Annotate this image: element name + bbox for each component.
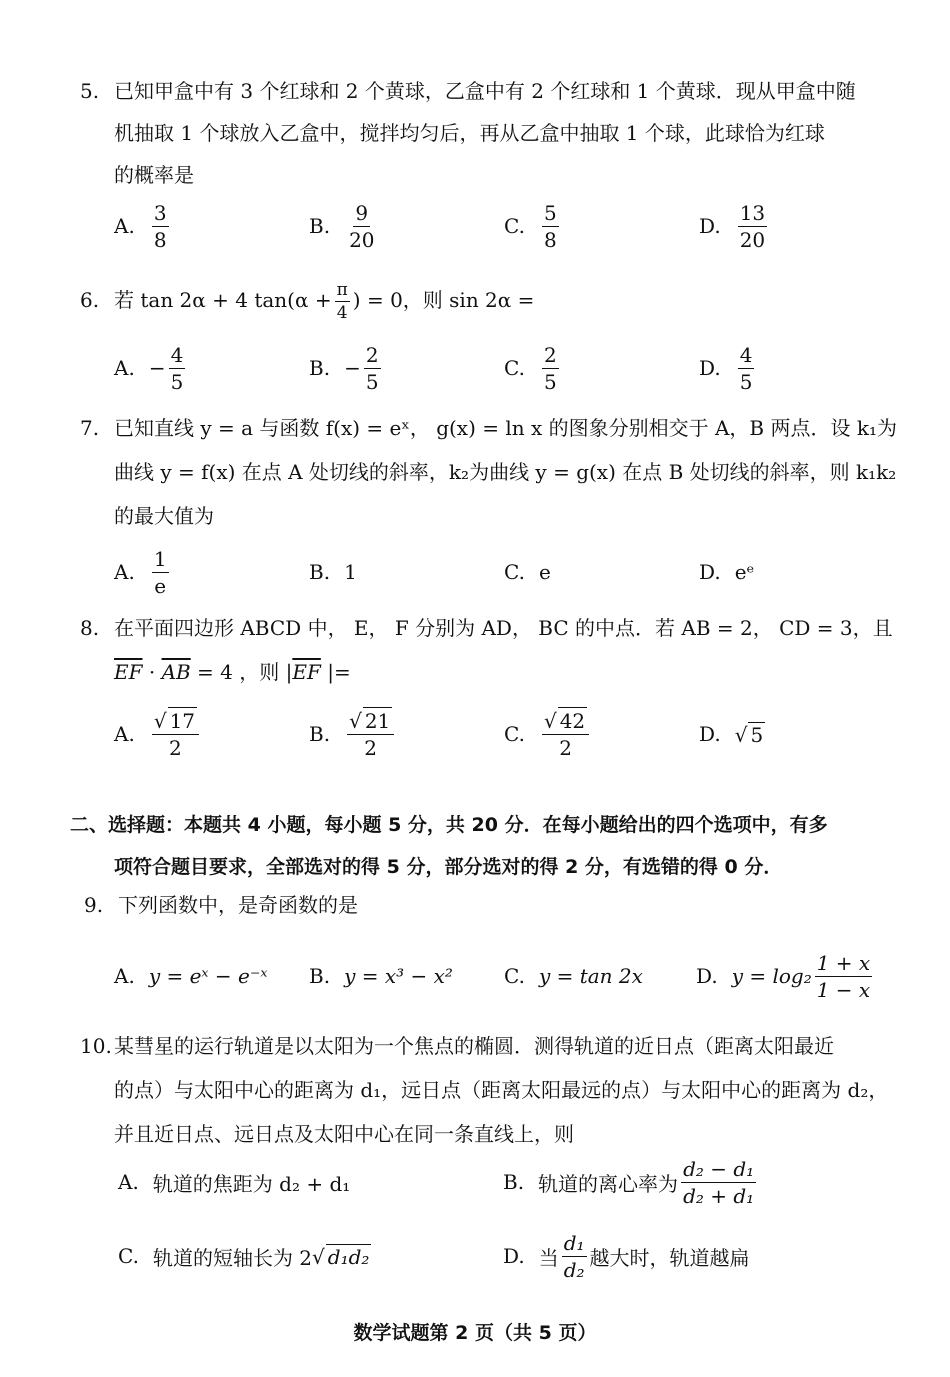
option-c[interactable]: C. $\frac{√ 42}{2}$ [504,704,592,764]
fraction: $\frac{1 + x}{1 - x}$ [816,950,871,1002]
option-b[interactable]: B. y = x³ − x² [309,964,453,988]
option-d[interactable]: D. $\frac{4}{5}$ [699,342,753,394]
question-5 [80,70,910,196]
question-number: 10. [80,1034,112,1058]
option-c[interactable]: C. e [504,560,551,584]
question-10: 10. 某彗星的运行轨道是以太阳为一个焦点的椭圆．测得轨道的近日点（距离太阳最近 的点）与太阳中心的距离为 d₁，远日点（距离太阳最远的点）与太阳中心的距离为 d₂， 并且近日点、远日点及太阳中心在同一条直线上，则 [80,1024,910,1156]
fraction: $\frac{\text{d₂ − d₁}}{\text{d₂ + d₁}}$ [683,1156,755,1208]
option-b[interactable]: B. 1 [309,560,357,584]
option-d[interactable]: D. y = log₂ $\frac{1 + x}{1 - x}$ [696,950,871,1002]
option-d[interactable]: D. √ 5 [699,722,764,747]
fraction: $\frac{3}{8}$ [153,200,167,252]
question-number: 8. [80,616,100,640]
option-a[interactable]: A. y = eˣ − e⁻ˣ [114,964,268,988]
options-9 [114,946,914,1006]
fraction: $\frac{5}{8}$ [543,200,557,252]
question-7: 7. 已知直线 y = a 与函数 f(x) = eˣ， g(x) = ln x 的图象分别相交于 A，B 两点．设 k₁为 曲线 y = f(x) 在点 A 处切线的斜率，k₂为曲线 y = g(x) 在点 B 处切线的斜率，则 k₁k₂ 的最大值为 [80,406,910,538]
question-text: 的概率是 [114,163,194,187]
option-c[interactable]: C. 轨道的短轴长为 2 √ d₁d₂ [118,1244,370,1270]
question-number: 5. [80,79,100,103]
option-b[interactable]: B. 轨道的离心率为 $\frac{\text{d₂ − d₁}}{\text{d₂ + d₁}}$ [503,1156,755,1208]
option-d[interactable]: D. $\frac{13}{20}$ [699,200,766,252]
fraction: $\frac{\pi}{4}$ [336,280,348,323]
question-text: 已知甲盒中有 3 个红球和 2 个黄球，乙盒中有 2 个红球和 1 个黄球．现从甲盒中随 [114,79,856,103]
question-text: 机抽取 1 个球放入乙盒中，搅拌均匀后，再从乙盒中抽取 1 个球，此球恰为红球 [114,121,825,145]
option-d[interactable]: D. eᵉ [699,560,755,584]
fraction: $\frac{√ 17}{2}$ [152,707,199,761]
section-heading: 二、选择题：本题共 4 小题，每小题 5 分，共 20 分．在每小题给出的四个选项中，有多 项符合题目要求，全部选对的得 5 分，部分选对的得 2 分，有选错的得 0 分． [70,814,828,878]
option-c[interactable]: C. $\frac{5}{8}$ [504,200,557,252]
page-footer: 数学试题第 2 页（共 5 页） [353,1322,597,1344]
option-b[interactable]: B. − $\frac{2}{5}$ [309,342,379,394]
fraction: $\frac{4}{5}$ [170,342,184,394]
options-6 [114,338,914,398]
fraction: $\frac{13}{20}$ [739,200,766,252]
question-number: 9. [84,893,104,917]
option-d[interactable]: D. 当 $\frac{\text{d₁}}{\text{d₂}}$ 越大时，轨道越扁 [503,1230,750,1282]
fraction: $\frac{√ 21}{2}$ [347,707,394,761]
question-number: 7. [80,416,100,440]
option-a[interactable]: A. $\frac{√ 17}{2}$ [114,704,202,764]
question-8: 8. 在平面四边形 ABCD 中， E， F 分别为 AD， BC 的中点．若 AB = 2， CD = 3，且 $\overline{EF} \cdot \overline{AB} = 4$ ，则 $|\overline{EF}$ |= [80,606,910,694]
option-a[interactable]: A. $\frac{3}{8}$ [114,200,167,252]
fraction: $\frac{4}{5}$ [739,342,753,394]
fraction: $\frac{2}{5}$ [365,342,379,394]
question-6: 6. 若 tan 2α + 4 tan(α + $\frac{\pi}{4}$ ) = 0，则 sin 2α = [80,274,910,326]
fraction: $\frac{\text{d₁}}{\text{d₂}}$ [563,1230,585,1282]
question-number: 6. [80,288,100,312]
options-8 [114,704,914,764]
option-a[interactable]: A. 轨道的焦距为 d₂ + d₁ [118,1170,351,1196]
option-c[interactable]: C. y = tan 2x [504,964,643,988]
option-b[interactable]: B. $\frac{9}{20}$ [309,200,375,252]
option-b[interactable]: B. $\frac{√ 21}{2}$ [309,704,397,764]
fraction: $\frac{1}{e}$ [153,546,167,598]
fraction: $\frac{√ 42}{2}$ [542,707,589,761]
fraction: $\frac{2}{5}$ [543,342,557,394]
option-a[interactable]: A. − $\frac{4}{5}$ [114,342,184,394]
question-9: 9. 下列函数中，是奇函数的是 [84,884,914,926]
fraction: $\frac{9}{20}$ [349,200,375,252]
option-c[interactable]: C. $\frac{2}{5}$ [504,342,557,394]
option-a[interactable]: A. $\frac{1}{e}$ [114,546,167,598]
options-10-row1 [118,1152,918,1212]
options-7 [114,542,914,602]
options-10-row2 [118,1226,918,1286]
options-5 [114,196,914,256]
